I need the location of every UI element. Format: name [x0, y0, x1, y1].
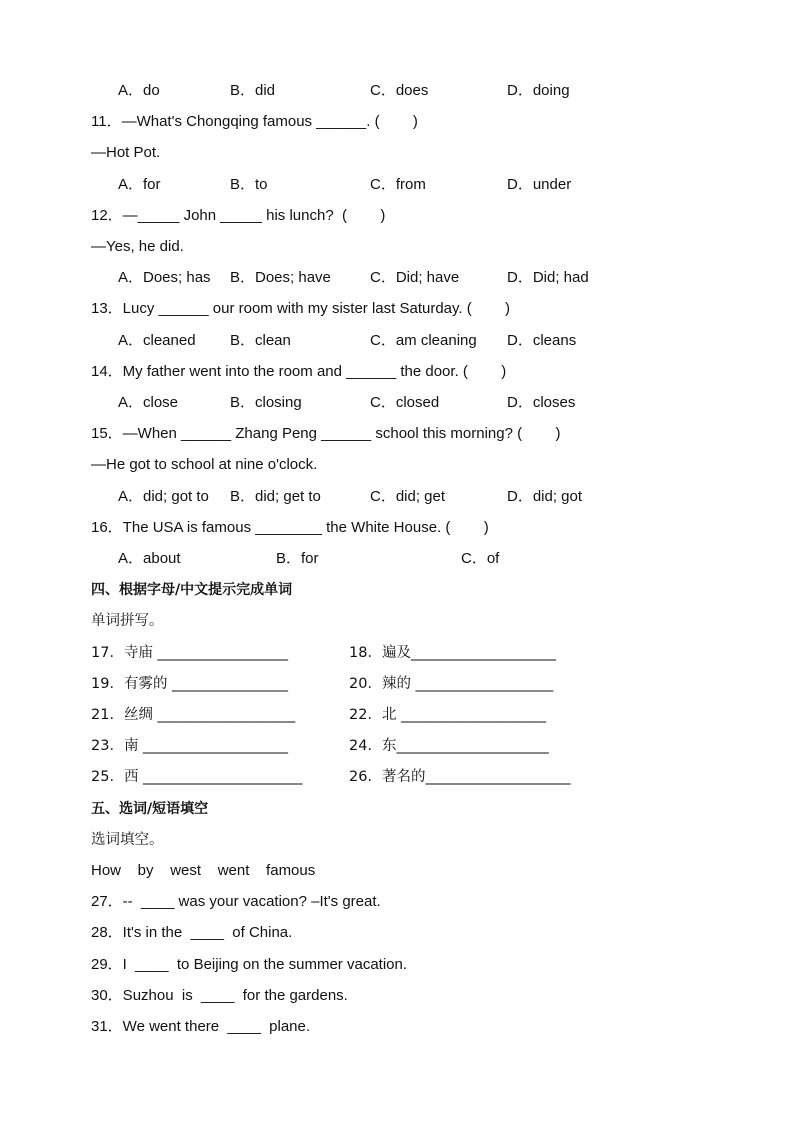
- spelling-item-23: 23．南 ____________________: [91, 738, 289, 754]
- q16-option-a: A．about: [118, 550, 181, 567]
- spelling-item-20: 20．辣的 ___________________: [349, 676, 554, 692]
- q12-answer-line: —Yes, he did.: [91, 238, 184, 255]
- q15-stem: 15．—When ______ Zhang Peng ______ school this morning? ( ): [91, 425, 561, 442]
- word-bank: How by west went famous: [91, 862, 316, 879]
- q10-option-d: D．doing: [507, 82, 570, 99]
- spelling-item-24: 24．东_____________________: [349, 738, 549, 754]
- q12-option-d: D．Did; had: [507, 269, 589, 286]
- q12-option-c: C．Did; have: [370, 269, 460, 286]
- q16-option-b: B．for: [276, 550, 319, 567]
- q14-option-c: C．closed: [370, 394, 440, 411]
- q10-option-a: A．do: [118, 82, 160, 99]
- q14-option-b: B．closing: [230, 394, 302, 411]
- section-4-instruction: 单词拼写。: [91, 613, 164, 629]
- q15-option-b: B．did; get to: [230, 488, 321, 505]
- q11-option-d: D．under: [507, 176, 572, 193]
- q13-stem: 13．Lucy ______ our room with my sister last Saturday. ( ): [91, 300, 511, 317]
- q15-option-d: D．did; got: [507, 488, 583, 505]
- spelling-item-19: 19．有雾的 ________________: [91, 676, 289, 692]
- section-4-title: 四、根据字母/中文提示完成单词: [91, 582, 293, 598]
- q12-option-a: A．Does; has: [118, 269, 211, 286]
- fill-item-31: 31．We went there ____ plane.: [91, 1018, 311, 1035]
- q11-answer-line: —Hot Pot.: [91, 144, 161, 161]
- section-5-title: 五、选词/短语填空: [91, 801, 209, 817]
- q14-stem: 14．My father went into the room and ______ the door. ( ): [91, 363, 507, 380]
- q13-option-a: A．cleaned: [118, 332, 196, 349]
- spelling-item-26: 26．著名的____________________: [349, 769, 571, 785]
- fill-item-29: 29．I ____ to Beijing on the summer vacation.: [91, 956, 408, 973]
- q15-option-c: C．did; get: [370, 488, 446, 505]
- q12-stem: 12．—_____ John _____ his lunch? ( ): [91, 207, 386, 224]
- q14-option-d: D．closes: [507, 394, 576, 411]
- spelling-item-22: 22．北 ____________________: [349, 707, 547, 723]
- q11-stem: 11．—What's Chongqing famous ______. ( ): [91, 113, 418, 130]
- q11-option-a: A．for: [118, 176, 161, 193]
- spelling-item-17: 17．寺庙 __________________: [91, 645, 289, 661]
- section-5-instruction: 选词填空。: [91, 832, 164, 848]
- q12-option-b: B．Does; have: [230, 269, 331, 286]
- q11-option-c: C．from: [370, 176, 426, 193]
- q11-option-b: B．to: [230, 176, 268, 193]
- spelling-item-21: 21．丝绸 ___________________: [91, 707, 296, 723]
- q14-option-a: A．close: [118, 394, 179, 411]
- q13-option-b: B．clean: [230, 332, 291, 349]
- q13-option-d: D．cleans: [507, 332, 577, 349]
- spelling-item-18: 18．遍及____________________: [349, 645, 556, 661]
- q16-option-c: C．of: [461, 550, 500, 567]
- fill-item-28: 28．It's in the ____ of China.: [91, 924, 293, 941]
- q15-answer-line: —He got to school at nine o'clock.: [91, 456, 318, 473]
- q15-option-a: A．did; got to: [118, 488, 209, 505]
- q16-stem: 16．The USA is famous ________ the White House. ( ): [91, 519, 489, 536]
- fill-item-30: 30．Suzhou is ____ for the gardens.: [91, 987, 348, 1004]
- q10-option-c: C．does: [370, 82, 429, 99]
- fill-item-27: 27．-- ____ was your vacation? –It's great.: [91, 893, 381, 910]
- spelling-item-25: 25．西 ______________________: [91, 769, 303, 785]
- q13-option-c: C．am cleaning: [370, 332, 477, 349]
- q10-option-b: B．did: [230, 82, 276, 99]
